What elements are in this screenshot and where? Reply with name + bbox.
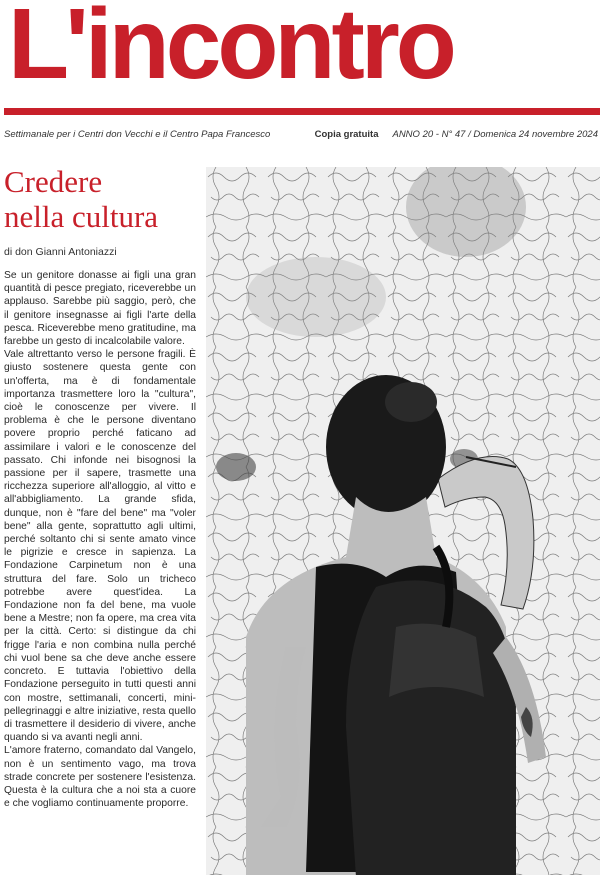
article-paragraph: Se un genitore donasse ai figli una gran quantità di pesce pregiato, riceverebbe un applauso. Sarebbe più saggio, però, che il genitore insegnasse ai figli l'arte della pesca. Riceverebbe meno gratitudine, ma farebbe un gesto di incalcolabile valore. xyxy=(4,270,196,348)
article-title-line1: Credere xyxy=(4,164,103,199)
free-copy-label: Copia gratuita xyxy=(314,128,379,140)
masthead xyxy=(4,0,600,120)
tagline: Settimanale per i Centri don Vecchi e il Centro Papa Francesco xyxy=(4,128,271,140)
article-paragraph: L'amore fraterno, comandato dal Vangelo, non è un sentimento vago, ma trova strade concrete per sostenere l'esistenza. Questa è la cultura che a noi sta a cuore e che vogliamo continuamente proporre. xyxy=(4,745,196,810)
article-title xyxy=(4,164,204,234)
masthead-subline xyxy=(4,126,598,142)
photo-woman-drawing-on-wall-icon xyxy=(206,167,600,875)
issue-info: ANNO 20 - N° 47 / Domenica 24 novembre 2024 xyxy=(392,128,598,140)
masthead-rule xyxy=(4,108,600,115)
article-body xyxy=(4,269,196,875)
article-photo xyxy=(206,167,600,875)
article-paragraph: Vale altrettanto verso le persone fragili. È giusto sostenere questa gente con un'offerta, ma è di fondamentale importanza trasmettere loro la "cultura", cioè le conoscenze per vivere. Il problema è che le persone diventano povere proprio perché faticano ad assimilare i valori e le conoscenze del passato. Chi infonde nei bisognosi la passione per il sapere, trasmette una ricchezza superiore all'alloggio, al vitto e all'abbigliamento. La grande sfida, dunque, non è "fare del bene" ma "voler bene" alla gente, soprattutto agli ultimi, perché soltanto chi si sente amato vince le pigrizie e cresce in sapienza. La Fondazione Carpinetum non è una struttura del fare. Solo un tricheco potrebbe avere quest'idea. La Fondazione non fa del bene, ma vuole bene a Mestre; non fa opere, ma crea vita per la città. Certo: si distingue da chi frigge l'aria e non combina nulla perché chi vuol bene sa che deve anche essere concreto. E tuttavia l'obiettivo della Fondazione perseguito in tutti questi anni con mostre, settimanali, concerti, mini-pellegrinaggi e altre iniziative, resta quello di trasmettere il desiderio di vivere, anche quando si va avanti negli anni. xyxy=(4,349,196,744)
newspaper-logo[interactable]: L'incontro xyxy=(8,0,453,100)
article-title-line2: nella cultura xyxy=(4,199,159,234)
article-byline: di don Gianni Antoniazzi xyxy=(4,246,117,258)
